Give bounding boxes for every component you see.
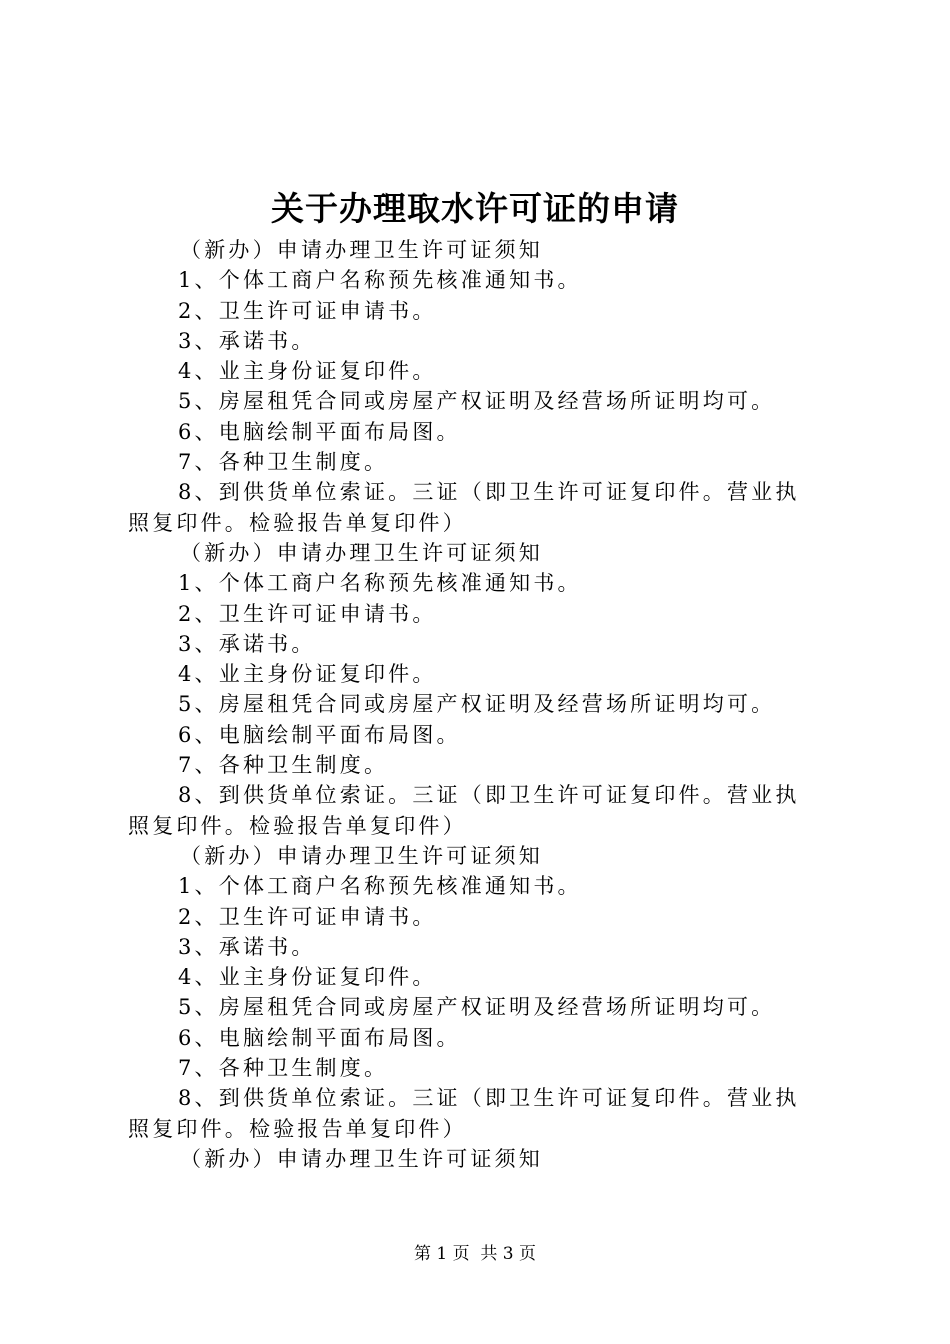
- list-item: 2、卫生许可证申请书。: [178, 601, 437, 626]
- list-item: 1、个体工商户名称预先核准通知书。: [178, 874, 582, 899]
- list-item: 照复印件。检验报告单复印件）: [128, 813, 467, 838]
- list-item: 8、到供货单位索证。三证（即卫生许可证复印件。营业执: [178, 480, 800, 505]
- section-heading: （新办）申请办理卫生许可证须知: [180, 238, 543, 262]
- list-item: 7、各种卫生制度。: [178, 753, 389, 778]
- list-item: 7、各种卫生制度。: [178, 450, 389, 475]
- list-item: 6、电脑绘制平面布局图。: [178, 722, 461, 747]
- section-heading: （新办）申请办理卫生许可证须知: [180, 540, 543, 565]
- list-item: 4、业主身份证复印件。: [178, 662, 437, 687]
- list-item: 5、房屋租凭合同或房屋产权证明及经营场所证明均可。: [178, 692, 776, 717]
- list-item: 8、到供货单位索证。三证（即卫生许可证复印件。营业执: [178, 1086, 800, 1111]
- list-item: 7、各种卫生制度。: [178, 1056, 389, 1081]
- list-item: 3、承诺书。: [178, 934, 316, 959]
- list-item: 6、电脑绘制平面布局图。: [178, 419, 461, 444]
- section-heading: （新办）申请办理卫生许可证须知: [180, 843, 543, 868]
- list-item: 4、业主身份证复印件。: [178, 359, 437, 384]
- list-item: 6、电脑绘制平面布局图。: [178, 1025, 461, 1050]
- section-heading: （新办）申请办理卫生许可证须知: [180, 1146, 543, 1171]
- document-body: [128, 235, 848, 1174]
- list-item: 5、房屋租凭合同或房屋产权证明及经营场所证明均可。: [178, 389, 776, 414]
- list-item: 2、卫生许可证申请书。: [178, 298, 437, 323]
- list-item: 3、承诺书。: [178, 631, 316, 656]
- list-item: 3、承诺书。: [178, 328, 316, 353]
- list-item: 照复印件。检验报告单复印件）: [128, 1116, 467, 1141]
- list-item: 1、个体工商户名称预先核准通知书。: [178, 571, 582, 596]
- list-item: 2、卫生许可证申请书。: [178, 904, 437, 929]
- document-title: 关于办理取水许可证的申请: [271, 189, 679, 228]
- list-item: 照复印件。检验报告单复印件）: [128, 510, 467, 535]
- list-item: 1、个体工商户名称预先核准通知书。: [178, 268, 582, 293]
- list-item: 5、房屋租凭合同或房屋产权证明及经营场所证明均可。: [178, 995, 776, 1020]
- list-item: 8、到供货单位索证。三证（即卫生许可证复印件。营业执: [178, 783, 800, 808]
- page-footer: [0, 1242, 950, 1266]
- page-number-label: 第 1 页 共 3 页: [413, 1244, 537, 1264]
- list-item: 4、业主身份证复印件。: [178, 965, 437, 990]
